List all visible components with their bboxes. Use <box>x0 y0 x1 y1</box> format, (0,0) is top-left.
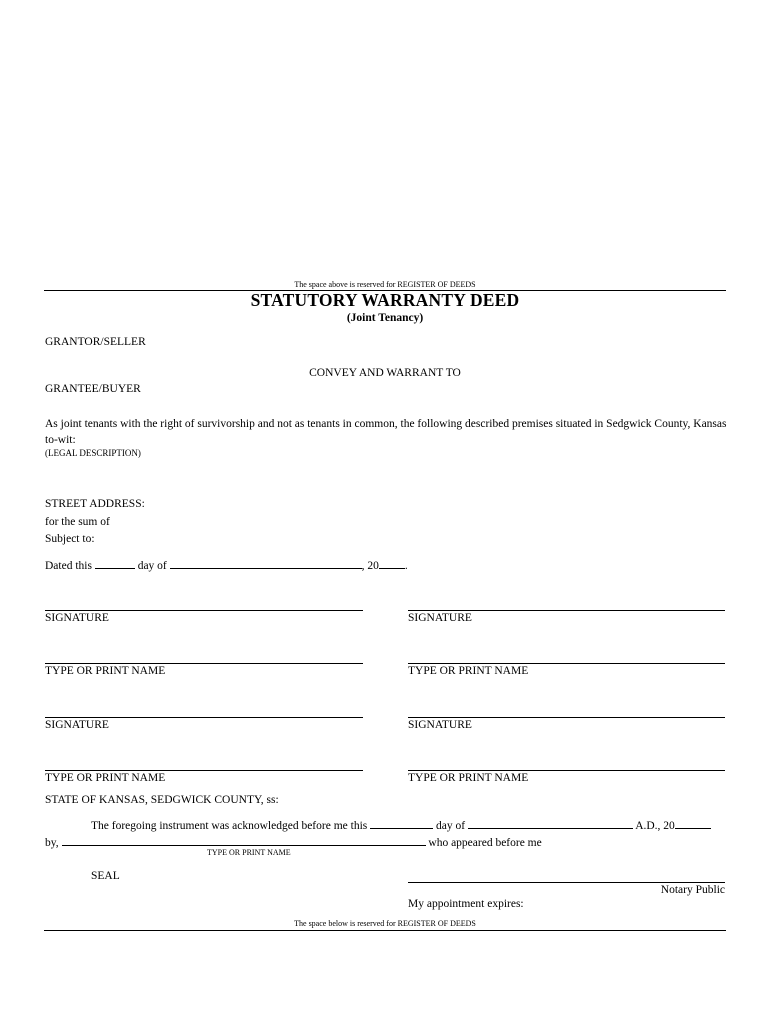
signature-label-right-2: SIGNATURE <box>408 719 472 731</box>
period-text: . <box>404 560 408 572</box>
by-name-blank[interactable] <box>62 835 426 846</box>
legal-description-label: (LEGAL DESCRIPTION) <box>45 448 141 458</box>
ad-20-text: A.D., 20 <box>635 820 675 832</box>
document-title: STATUTORY WARRANTY DEED <box>250 290 520 310</box>
print-name-line-left-1[interactable] <box>45 663 363 664</box>
convey-text: CONVEY AND WARRANT TO <box>309 367 461 379</box>
print-name-label-left-1: TYPE OR PRINT NAME <box>45 665 166 677</box>
signature-line-left-1[interactable] <box>45 610 363 611</box>
print-name-label-left-2: TYPE OR PRINT NAME <box>45 772 166 784</box>
signature-line-right-1[interactable] <box>408 610 725 611</box>
ack-month-blank[interactable] <box>468 818 633 829</box>
seal-label: SEAL <box>91 870 120 882</box>
print-name-line-right-2[interactable] <box>408 770 725 771</box>
day-blank[interactable] <box>95 558 135 569</box>
who-appeared-text: who appeared before me <box>428 837 542 849</box>
sum-label: for the sum of <box>45 516 110 528</box>
register-of-deeds-note-top: The space above is reserved for REGISTER OF DEEDS <box>294 280 476 289</box>
to-wit-text: to-wit: <box>45 434 76 446</box>
print-name-line-left-2[interactable] <box>45 770 363 771</box>
by-line <box>45 835 542 849</box>
type-print-name-small: TYPE OR PRINT NAME <box>207 848 291 857</box>
print-name-label-right-2: TYPE OR PRINT NAME <box>408 772 529 784</box>
year-blank[interactable] <box>379 558 405 569</box>
comma-20-text: , 20 <box>361 560 379 572</box>
dated-line <box>45 558 408 572</box>
month-blank[interactable] <box>170 558 362 569</box>
print-name-line-right-1[interactable] <box>408 663 725 664</box>
signature-label-right-1: SIGNATURE <box>408 612 472 624</box>
by-text: by, <box>45 837 59 849</box>
subject-to-label: Subject to: <box>45 533 95 545</box>
dated-this-text: Dated this <box>45 560 92 572</box>
state-county-line: STATE OF KANSAS, SEDGWICK COUNTY, ss: <box>45 794 279 806</box>
ack-day-of-text: day of <box>436 820 466 832</box>
signature-line-left-2[interactable] <box>45 717 363 718</box>
document-subtitle: (Joint Tenancy) <box>346 312 424 324</box>
bottom-divider <box>44 930 726 931</box>
signature-line-right-2[interactable] <box>408 717 725 718</box>
foregoing-text: The foregoing instrument was acknowledged before me this <box>91 820 368 832</box>
acknowledgment-line <box>91 818 711 832</box>
notary-public-label: Notary Public <box>660 884 725 896</box>
grantor-label: GRANTOR/SELLER <box>45 336 146 348</box>
day-of-text: day of <box>137 560 167 572</box>
street-address-label: STREET ADDRESS: <box>45 498 145 510</box>
notary-signature-line[interactable] <box>408 882 725 883</box>
ack-year-blank[interactable] <box>675 818 711 829</box>
signature-label-left-1: SIGNATURE <box>45 612 109 624</box>
tenancy-text: As joint tenants with the right of survivorship and not as tenants in common, the following described premises situated in Sedgwick County, Kansas <box>45 418 727 430</box>
grantee-label: GRANTEE/BUYER <box>45 383 141 395</box>
appointment-expires-label: My appointment expires: <box>408 898 524 910</box>
ack-day-blank[interactable] <box>370 818 433 829</box>
print-name-label-right-1: TYPE OR PRINT NAME <box>408 665 529 677</box>
signature-label-left-2: SIGNATURE <box>45 719 109 731</box>
register-of-deeds-note-bottom: The space below is reserved for REGISTER OF DEEDS <box>294 919 476 928</box>
